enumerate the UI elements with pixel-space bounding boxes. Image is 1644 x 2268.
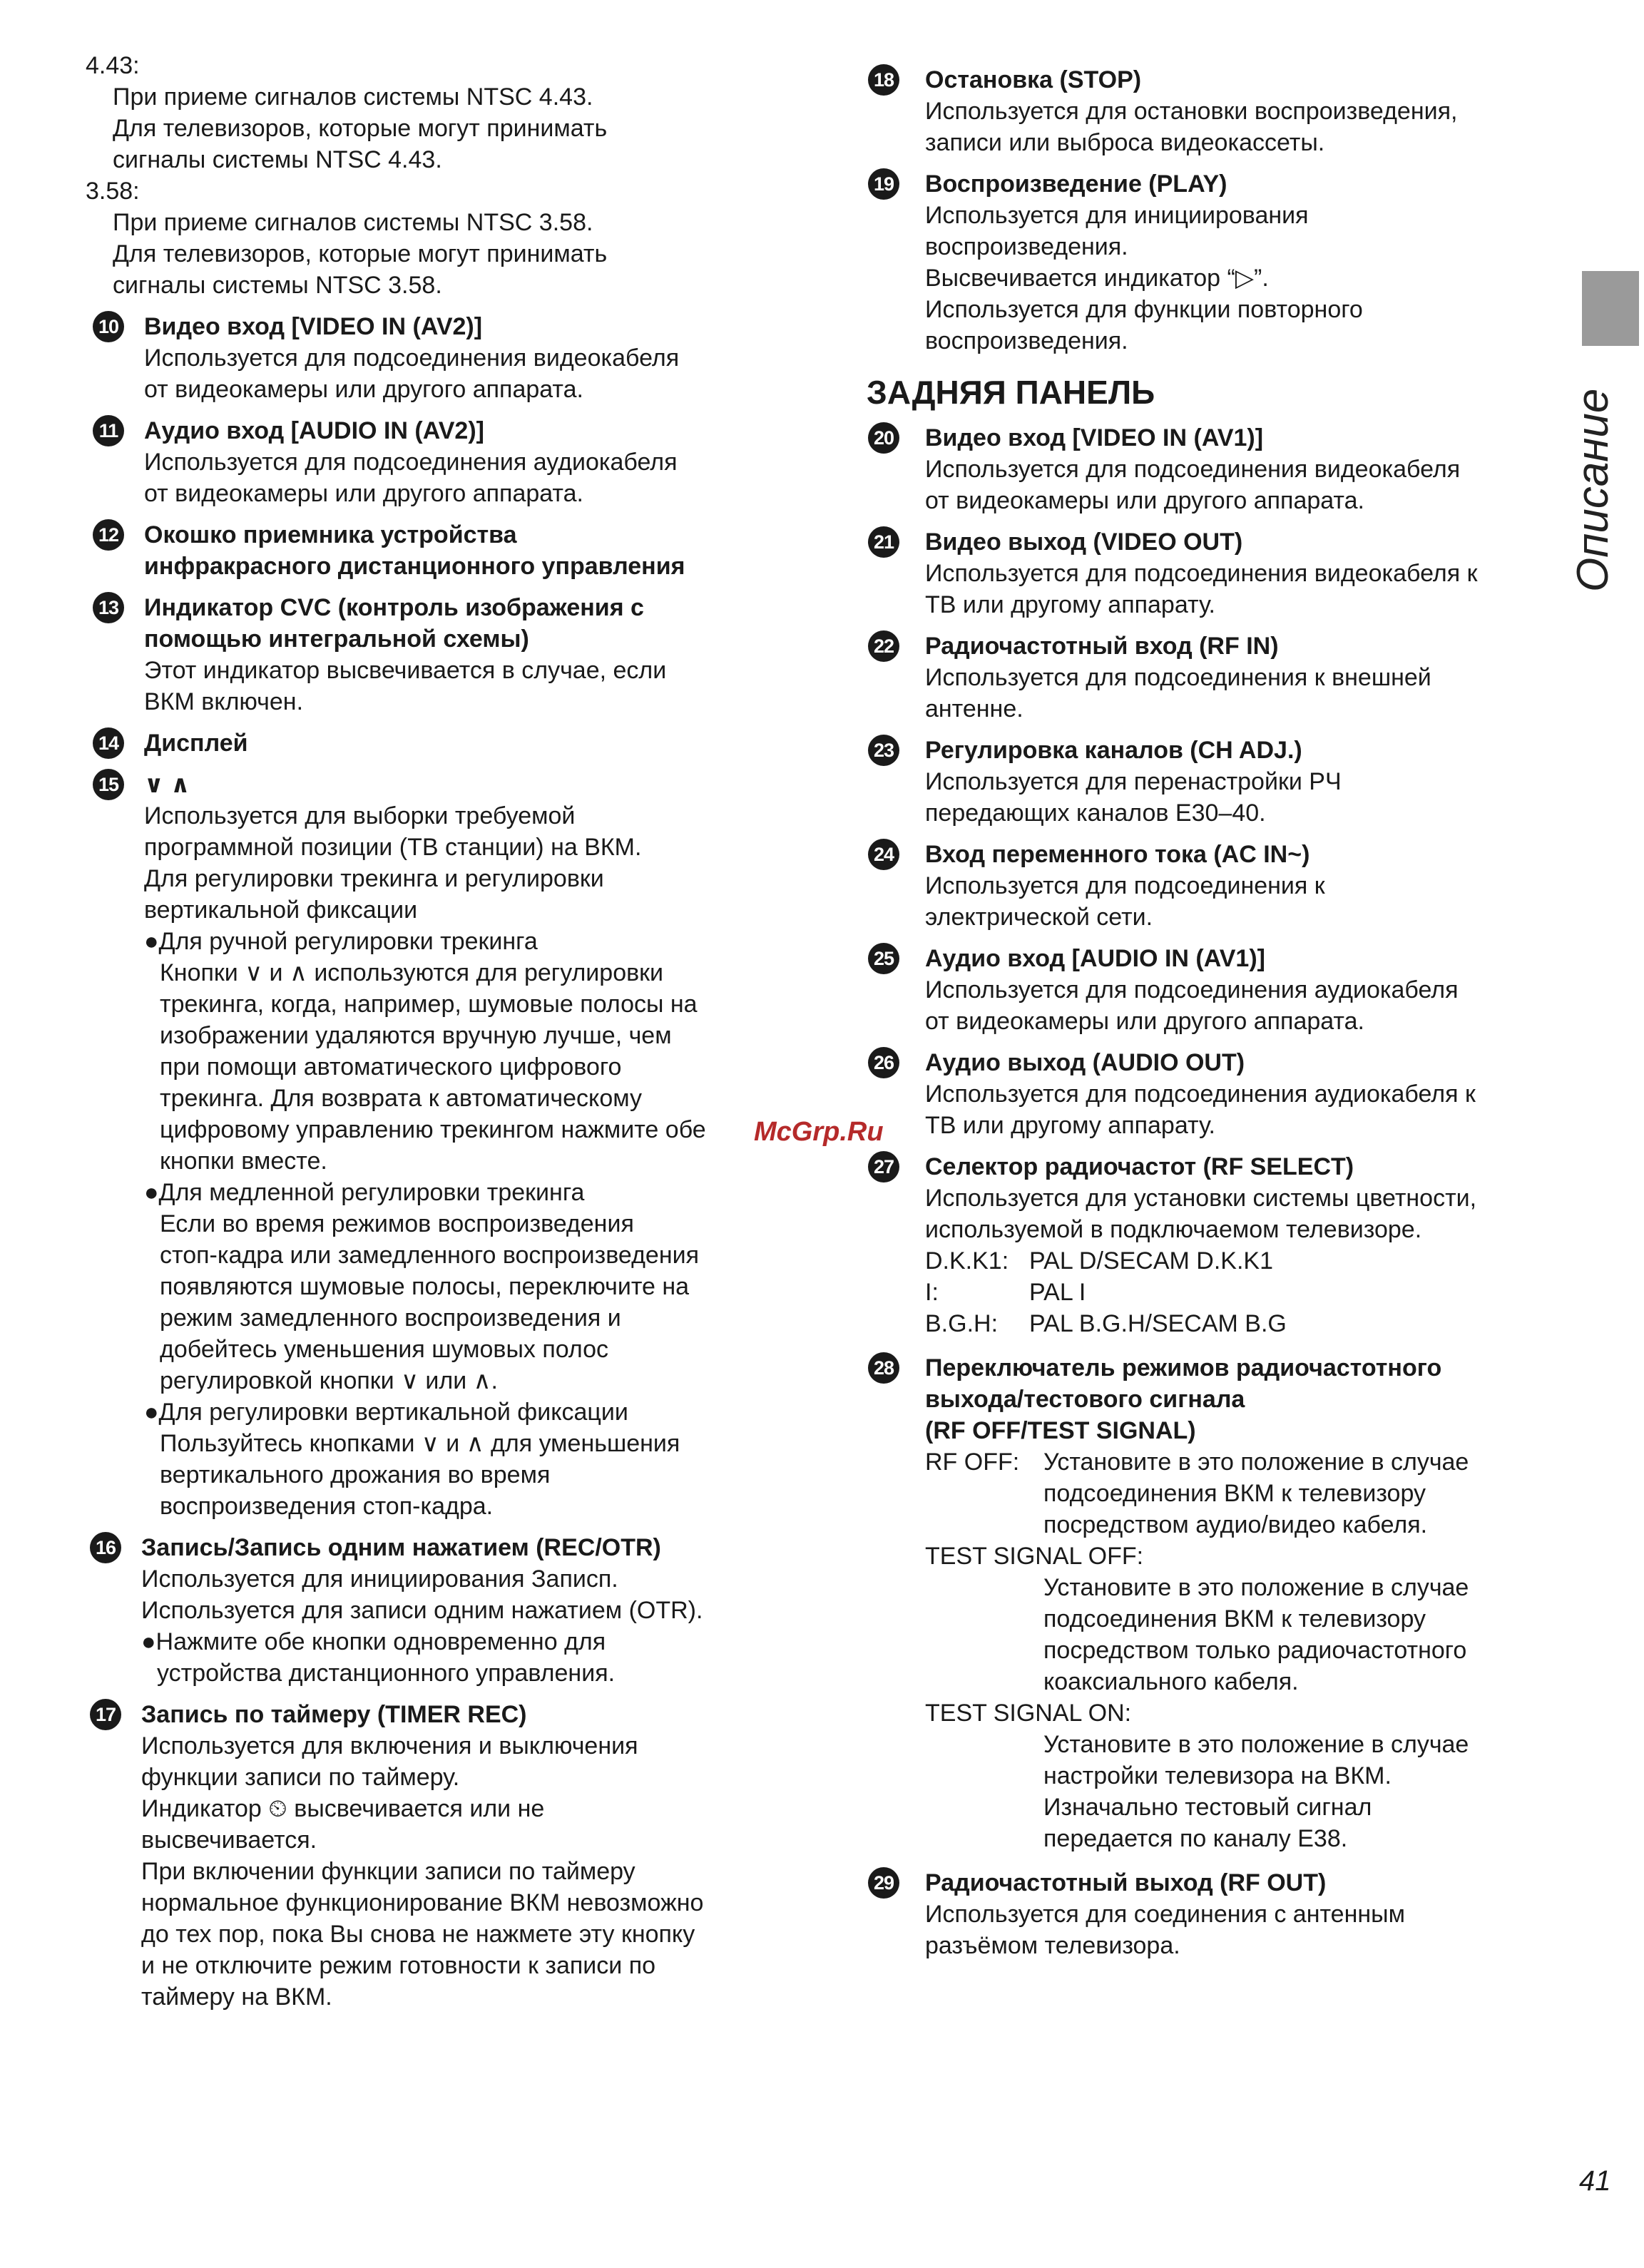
item-body <box>144 800 756 926</box>
item-title-line: Видео выход (VIDEO OUT) <box>925 528 1243 556</box>
bullet-line: воспроизведения стоп-кадра. <box>160 1493 494 1520</box>
test-on-line: настройки телевизора на ВКМ. <box>1043 1762 1392 1789</box>
bullet-head-text: Для медленной регулировки трекинга <box>158 1179 585 1206</box>
left-column <box>86 50 756 2013</box>
item-number-badge: 15 <box>93 769 124 800</box>
item-number-badge: 22 <box>868 630 899 662</box>
bullet-line: Если во время режимов воспроизведения <box>160 1210 634 1237</box>
intro-line: При приеме сигналов системы NTSC 4.43. <box>113 83 593 111</box>
bullet-head-text: Для регулировки вертикальной фиксации <box>158 1399 628 1426</box>
item-body-line: от видеокамеры или другого аппарата. <box>144 480 583 507</box>
bullet-head-text: Нажмите обе кнопки одновременно для <box>155 1628 606 1655</box>
item-17 <box>86 1699 756 2013</box>
item-body-line: Используется для соединения с антенным <box>925 1901 1405 1928</box>
item-title-line: Аудио выход (AUDIO OUT) <box>925 1049 1245 1076</box>
item-title-line: инфракрасного дистанционного управления <box>144 553 685 580</box>
item-body-line: программной позиции (ТВ станции) на ВКМ. <box>144 834 642 861</box>
bullet-line: стоп-кадра или замедленного воспроизведения <box>160 1242 700 1269</box>
bullet-line: трекинга, когда, например, шумовые полосы на <box>160 991 698 1018</box>
watermark: McGrp.Ru <box>754 1117 884 1147</box>
item-body-line: воспроизведения. <box>925 233 1128 260</box>
rf-select-key: I: <box>925 1279 939 1306</box>
bullet-line: кнопки вместе. <box>160 1148 327 1175</box>
rf-select-row <box>925 1277 1551 1308</box>
item-body-line: от видеокамеры или другого аппарата. <box>925 1008 1364 1035</box>
test-off-line: коаксиального кабеля. <box>1043 1668 1299 1695</box>
item-number-badge: 14 <box>93 727 124 759</box>
item-body-line: Используется для подсоединения аудиокабеля <box>925 976 1459 1003</box>
intro-line: Для телевизоров, которые могут принимать <box>113 240 608 267</box>
item-number-badge: 21 <box>868 526 899 558</box>
item-number-badge: 23 <box>868 735 899 766</box>
item-title-line: Видео вход [VIDEO IN (AV2)] <box>144 313 483 340</box>
item-number-badge: 17 <box>90 1699 121 1730</box>
item-15 <box>86 769 756 1522</box>
rf-off-label: RF OFF: <box>925 1449 1020 1476</box>
item-28 <box>867 1352 1551 1854</box>
item-body-line: таймеру на ВКМ. <box>141 1983 332 2011</box>
item-title: Радиочастотный выход (RF OUT) <box>925 1869 1327 1896</box>
intro-line: сигналы системы NTSC 4.43. <box>113 146 442 173</box>
item-body-line: используемой в подключаемом телевизоре. <box>925 1216 1422 1243</box>
item-22 <box>867 630 1551 725</box>
item-16 <box>86 1532 756 1689</box>
bullet-line: Кнопки ∨ и ∧ используются для регулировки <box>160 959 664 986</box>
item-title-line: Радиочастотный вход (RF IN) <box>925 633 1279 660</box>
item-11 <box>86 415 756 509</box>
test-on-line: Установите в это положение в случае <box>1043 1731 1469 1758</box>
item-body-line: Используется для включения и выключения <box>141 1732 638 1759</box>
bullet-line: изображении удаляются вручную лучше, чем <box>160 1022 672 1049</box>
item-body-line: При включении функции записи по таймеру <box>141 1858 635 1885</box>
bullet-line: появляются шумовые полосы, переключите на <box>160 1273 690 1300</box>
item-24 <box>867 839 1551 933</box>
item-body-line: Используется для записи одним нажатием (OTR). <box>141 1597 703 1624</box>
bullet-line: Пользуйтесь кнопками ∨ и ∧ для уменьшения <box>160 1430 680 1457</box>
test-on-line: Изначально тестовый сигнал <box>1043 1794 1372 1821</box>
item-body-line: разъёмом телевизора. <box>925 1932 1180 1959</box>
intro-358 <box>86 175 756 301</box>
test-off-line: посредством только радиочастотного <box>1043 1637 1467 1664</box>
right-top-items <box>867 64 1551 357</box>
rf-select-key: B.G.H: <box>925 1310 999 1337</box>
item-title-line: (RF OFF/TEST SIGNAL) <box>925 1417 1196 1444</box>
section-title: ЗАДНЯЯ ПАНЕЛЬ <box>867 374 1155 411</box>
item-body-line: от видеокамеры или другого аппарата. <box>144 376 583 403</box>
test-off-block <box>925 1572 1551 1697</box>
page-number: 41 <box>1579 2165 1611 2197</box>
item-body-line: передающих каналов E30–40. <box>925 800 1266 827</box>
test-on-block <box>925 1729 1551 1854</box>
item-body-line: воспроизведения. <box>925 327 1128 354</box>
item-20 <box>867 422 1551 516</box>
bullet-head: ●Для ручной регулировки трекинга <box>144 928 538 955</box>
item-body-line: Используется для подсоединения аудиокабеля к <box>925 1081 1476 1108</box>
item-body-line: Используется для инициирования <box>925 202 1309 229</box>
item-body-line: Этот индикатор высвечивается в случае, если <box>144 657 667 684</box>
bullet-head-text: Для ручной регулировки трекинга <box>158 928 538 955</box>
item-title-line: Аудио вход [AUDIO IN (AV2)] <box>144 417 484 444</box>
bullet-line: режим замедленного воспроизведения и <box>160 1304 621 1332</box>
item-27 <box>867 1151 1551 1339</box>
item-body-line: ТВ или другому аппарату. <box>925 1112 1216 1139</box>
item-number-badge: 12 <box>93 519 124 551</box>
item-number-badge: 25 <box>868 943 899 974</box>
item-body <box>141 1730 756 2013</box>
right-column <box>867 64 1551 1961</box>
item-title-line: Аудио вход [AUDIO IN (AV1)] <box>925 945 1265 972</box>
item-body-line: нормальное функционирование ВКМ невозможно <box>141 1889 704 1916</box>
rf-select-row <box>925 1308 1551 1339</box>
item-title-line: Видео вход [VIDEO IN (AV1)] <box>925 424 1264 451</box>
item-number-badge: 27 <box>868 1151 899 1182</box>
item-number-badge: 24 <box>868 839 899 870</box>
item-26 <box>867 1047 1551 1141</box>
item-body-line: ТВ или другому аппарату. <box>925 591 1216 618</box>
item-title: Селектор радиочастот (RF SELECT) <box>925 1153 1354 1180</box>
item-title-line: помощью интегральной схемы) <box>144 625 529 653</box>
rf-select-row <box>925 1245 1551 1277</box>
item-19 <box>867 168 1551 357</box>
item-body-line: антенне. <box>925 695 1023 722</box>
item-number-badge: 10 <box>93 311 124 342</box>
rf-select-value: PAL I <box>1029 1279 1086 1306</box>
rf-off-line: Установите в это положение в случае <box>1043 1449 1469 1476</box>
item-12 <box>86 519 756 582</box>
item-body-line: Используется для установки системы цветности, <box>925 1185 1477 1212</box>
item-25 <box>867 943 1551 1037</box>
item-title-line: Индикатор CVC (контроль изображения с <box>144 594 644 621</box>
item-body-line: функции записи по таймеру. <box>141 1764 460 1791</box>
test-off-line: Установите в это положение в случае <box>1043 1574 1469 1601</box>
rf-off-block <box>925 1446 1551 1541</box>
item-body-line: вертикальной фиксации <box>144 897 418 924</box>
item-body-line: до тех пор, пока Вы снова не нажмете эту кнопку <box>141 1921 695 1948</box>
item-body-line: Используется для перенастройки РЧ <box>925 768 1342 795</box>
item-bullets <box>144 926 756 1522</box>
intro-label: 4.43: <box>86 52 140 79</box>
item-body-line: Используется для подсоединения аудиокабеля <box>144 449 678 476</box>
left-items <box>86 311 756 759</box>
bullet-head: ●Нажмите обе кнопки одновременно для <box>141 1628 606 1655</box>
item-18 <box>867 64 1551 158</box>
intro-line: Для телевизоров, которые могут принимать <box>113 115 608 142</box>
test-on-line: передается по каналу E38. <box>1043 1825 1348 1852</box>
item-body-line: электрической сети. <box>925 904 1153 931</box>
intro-line: сигналы системы NTSC 3.58. <box>113 272 442 299</box>
item-title: Запись/Запись одним нажатием (REC/OTR) <box>141 1534 661 1561</box>
item-number-badge: 13 <box>93 592 124 623</box>
right-items <box>867 422 1551 1141</box>
item-body-line: Используется для функции повторного <box>925 296 1363 323</box>
rf-off-line: посредством аудио/видео кабеля. <box>1043 1511 1428 1538</box>
bullet-head: ●Для регулировки вертикальной фиксации <box>144 1399 628 1426</box>
item-body-line: Используется для инициирования Записп. <box>141 1565 618 1593</box>
item-number-badge: 20 <box>868 422 899 454</box>
bullet-line: при помощи автоматического цифрового <box>160 1053 622 1081</box>
side-tab-marker <box>1582 271 1639 346</box>
item-body-line: Индикатор ⏲ высвечивается или не <box>141 1795 545 1822</box>
item-body-line: записи или выброса видеокассеты. <box>925 129 1325 156</box>
item-number-badge: 11 <box>93 415 124 446</box>
item-body-line: Используется для подсоединения видеокабеля <box>144 344 680 372</box>
item-body-line: высвечивается. <box>141 1827 317 1854</box>
item-body-line: Используется для подсоединения видеокабеля <box>925 456 1461 483</box>
item-number-badge: 28 <box>868 1352 899 1384</box>
item-title-line: выхода/тестового сигнала <box>925 1386 1245 1413</box>
item-body-line: и не отключите режим готовности к записи по <box>141 1952 656 1979</box>
bullet-line: добейтесь уменьшения шумовых полос <box>160 1336 609 1363</box>
item-title-line: Окошко приемника устройства <box>144 521 517 548</box>
item-body-line: от видеокамеры или другого аппарата. <box>925 487 1364 514</box>
item-title-line: Переключатель режимов радиочастотного <box>925 1354 1442 1381</box>
rf-select-key: D.K.K1: <box>925 1247 1009 1275</box>
item-body-line: Используется для остановки воспроизведения, <box>925 98 1458 125</box>
item-body-line: ВКМ включен. <box>144 688 304 715</box>
item-21 <box>867 526 1551 620</box>
item-body-line: Используется для выборки требуемой <box>144 802 576 829</box>
side-section-label: Описание <box>1568 388 1618 592</box>
item-body-line: Для регулировки трекинга и регулировки <box>144 865 604 892</box>
bullet-line: регулировкой кнопки ∨ или ∧. <box>160 1367 499 1394</box>
item-number-badge: 18 <box>868 64 899 96</box>
item-title: Запись по таймеру (TIMER REC) <box>141 1701 527 1728</box>
rf-off-line: подсоединения ВКМ к телевизору <box>1043 1480 1426 1507</box>
bullet-line: вертикального дрожания во время <box>160 1461 551 1488</box>
item-title-line: Дисплей <box>144 730 248 757</box>
item-title-line: Воспроизведение (PLAY) <box>925 170 1227 198</box>
item-title-line: Вход переменного тока (AC IN~) <box>925 841 1310 868</box>
item-title-line: Остановка (STOP) <box>925 66 1142 93</box>
item-number-badge: 29 <box>868 1867 899 1899</box>
bullet-line: трекинга. Для возврата к автоматическому <box>160 1085 642 1112</box>
item-body-line: Используется для подсоединения к внешней <box>925 664 1431 691</box>
item-23 <box>867 735 1551 829</box>
bullet-line: устройства дистанционного управления. <box>157 1660 616 1687</box>
item-29 <box>867 1867 1551 1961</box>
item-number-badge: 26 <box>868 1047 899 1078</box>
item-title-line: Регулировка каналов (CH ADJ.) <box>925 737 1302 764</box>
bullet-line: цифровому управлению трекингом нажмите обе <box>160 1116 706 1143</box>
intro-443 <box>86 50 756 175</box>
intro-label: 3.58: <box>86 178 140 205</box>
item-body-line: Используется для подсоединения к <box>925 872 1325 899</box>
item-title: ∨ ∧ <box>144 771 190 798</box>
item-13 <box>86 592 756 717</box>
rf-select-value: PAL D/SECAM D.K.K1 <box>1029 1247 1273 1275</box>
test-off-line: подсоединения ВКМ к телевизору <box>1043 1605 1426 1633</box>
test-on-label: TEST SIGNAL ON: <box>925 1700 1132 1727</box>
item-10 <box>86 311 756 405</box>
item-number-badge: 16 <box>90 1532 121 1563</box>
bullet-head: ●Для медленной регулировки трекинга <box>144 1179 585 1206</box>
item-number-badge: 19 <box>868 168 899 200</box>
intro-line: При приеме сигналов системы NTSC 3.58. <box>113 209 593 236</box>
item-body-line: Высвечивается индикатор “▷”. <box>925 265 1269 292</box>
item-body-line: Используется для подсоединения видеокабеля к <box>925 560 1478 587</box>
test-off-label: TEST SIGNAL OFF: <box>925 1543 1144 1570</box>
rf-select-value: PAL B.G.H/SECAM B.G <box>1029 1310 1287 1337</box>
item-14 <box>86 727 756 759</box>
